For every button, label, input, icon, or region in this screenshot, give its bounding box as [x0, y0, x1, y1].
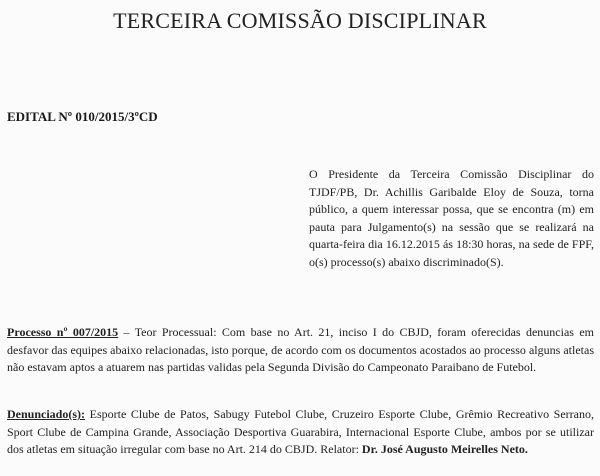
processo-text: – Teor Processual: Com base no Art. 21, inciso I do CBJD, foram oferecidas denuncias em desfavor das equipes abaixo relacionadas, isto porque, de acordo com os documentos acostados ao processo alguns atletas não estavam aptos a atuarem nas partidas validas pela Segunda Divisão do Campeonato Paraibano de Futebol.	[7, 325, 594, 375]
intro-paragraph: O Presidente da Terceira Comissão Disciplinar do TJDF/PB, Dr. Achillis Garibalde Eloy de Souza, torna público, a quem interessar possa, que se encontra (m) em pauta para Julgamento(s) na sessão que se realizará na quarta-feira dia 16.12.2015 ás 18:30 horas, na sede de FPF, o(s) processo(s) abaixo discriminado(S).	[309, 167, 594, 269]
processo-label: Processo nº 007/2015	[7, 325, 119, 339]
denunciados-paragraph	[7, 406, 594, 459]
processo-paragraph	[7, 324, 594, 377]
denunciados-text: Esporte Clube de Patos, Sabugy Futebol Clube, Cruzeiro Esporte Clube, Grêmio Recreativo Serrano, Sport Clube de Campina Grande, Associação Desportiva Guarabira, Internacional Esporte Clube, ambos por se utilizar dos atletas em situação irregular com base no Art. 214 do CBJD. Relator:	[7, 407, 594, 457]
document-title: TERCEIRA COMISSÃO DISCIPLINAR	[113, 8, 487, 33]
denunciados-label: Denunciado(s):	[7, 407, 86, 421]
relator-name: Dr. José Augusto Meirelles Neto.	[361, 442, 528, 457]
edital-number: EDITAL Nº 010/2015/3ºCD	[7, 109, 158, 124]
